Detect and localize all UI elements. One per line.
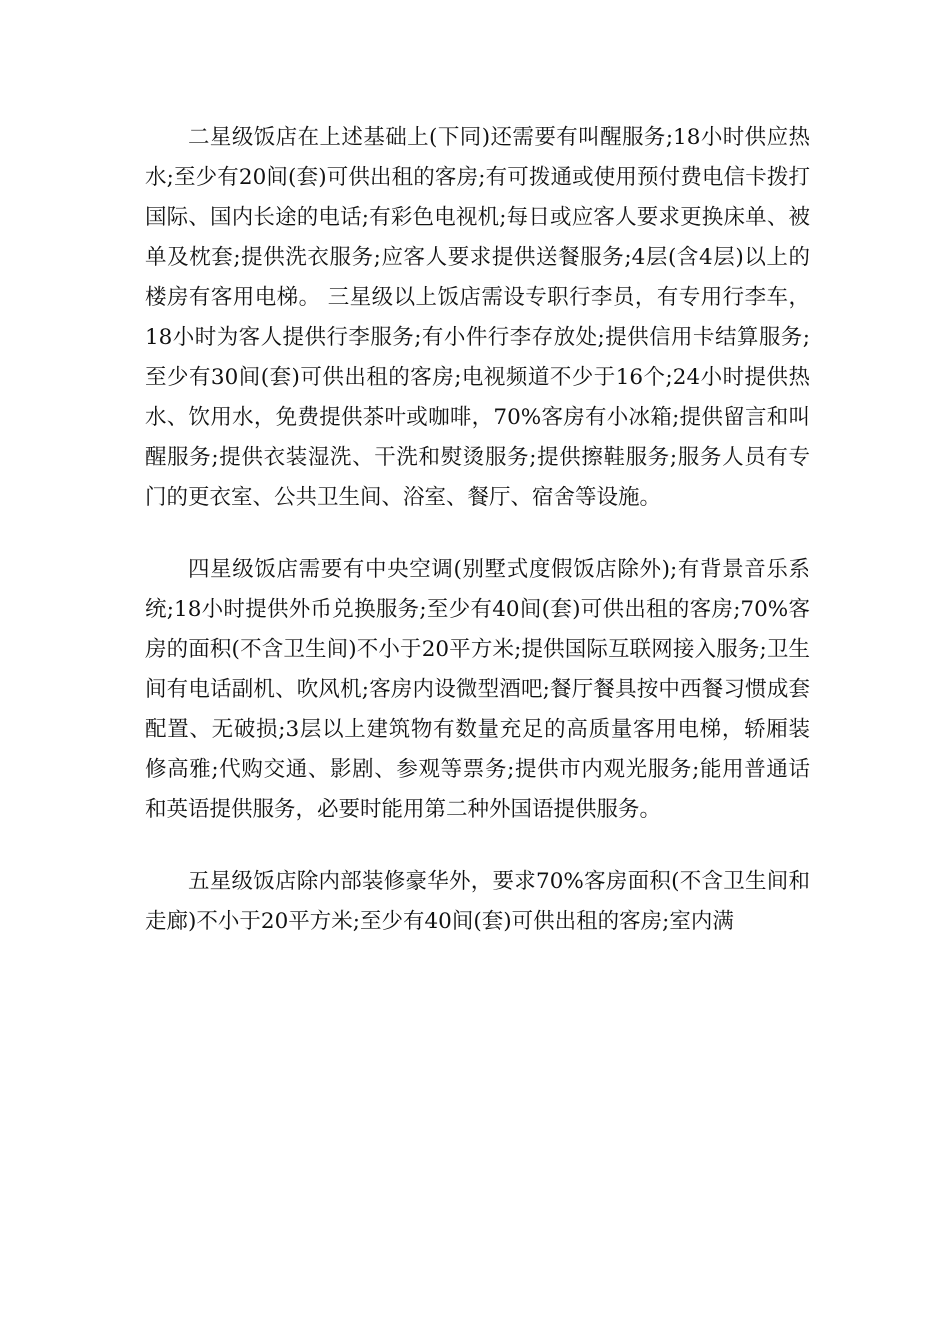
paragraph-four-star: 四星级饭店需要有中央空调(别墅式度假饭店除外);有背景音乐系统;18小时提供外币兑换服务;至少有40间(套)可供出租的客房;70%客房的面积(不含卫生间)不小于20平方米;提供国际互联网接入服务;卫生间有电话副机、吹风机;客房内设微型酒吧;餐厅餐具按中西餐习惯成套配置、无破损;3层以上建筑物有数量充足的高质量客用电梯，轿厢装修高雅;代购交通、影剧、参观等票务;提供市内观光服务;能用普通话和英语提供服务，必要时能用第二种外国语提供服务。	[145, 557, 810, 822]
paragraph-two-star-three-star: 二星级饭店在上述基础上(下同)还需要有叫醒服务;18小时供应热水;至少有20间(套)可供出租的客房;有可拨通或使用预付费电信卡拨打国际、国内长途的电话;有彩色电视机;每日或应客人要求更换床单、被单及枕套;提供洗衣服务;应客人要求提供送餐服务;4层(含4层)以上的楼房有客用电梯。 三星级以上饭店需设专职行李员，有专用行李车，18小时为客人提供行李服务;有小件行李存放处;提供信用卡结算服务;至少有30间(套)可供出租的客房;电视频道不少于16个;24小时提供热水、饮用水，免费提供茶叶或咖啡，70%客房有小冰箱;提供留言和叫醒服务;提供衣装湿洗、干洗和熨烫服务;提供擦鞋服务;服务人员有专门的更衣室、公共卫生间、浴室、餐厅、宿舍等设施。	[145, 125, 810, 510]
document-body	[145, 118, 810, 974]
paragraph-five-star: 五星级饭店除内部装修豪华外，要求70%客房面积(不含卫生间和走廊)不小于20平方米;至少有40间(套)可供出租的客房;室内满	[145, 869, 810, 934]
